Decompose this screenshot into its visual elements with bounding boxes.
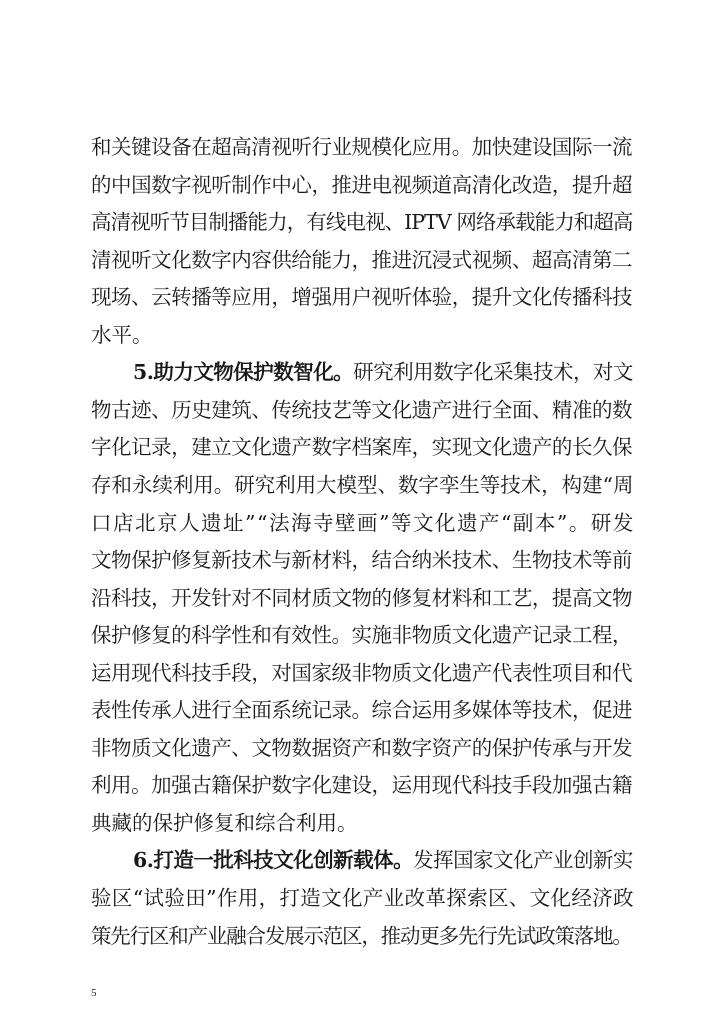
section-5-first-line-text: 研究利用数字化采集技术，对文 <box>353 360 633 385</box>
body-text-line: 验区“试验田”作用，打造文化产业改革探索区、文化经济政 <box>91 886 634 910</box>
body-text-line: 文物保护修复新技术与新材料，结合纳米技术、生物技术等前 <box>91 548 633 572</box>
body-text-line: 保护修复的科学性和有效性。实施非物质文化遗产记录工程， <box>91 623 633 648</box>
body-text-line: 水平。 <box>91 322 153 347</box>
body-text-line: 存和永续利用。研究利用大模型、数字孪生等技术，构建“周 <box>91 472 634 497</box>
body-text-line: 沿科技，开发针对不同材质文物的修复材料和工艺，提高文物 <box>91 585 633 610</box>
page-number: 5 <box>91 987 97 999</box>
body-text-line: 表性传承人进行全面系统记录。综合运用多媒体等技术，促进 <box>91 698 633 723</box>
body-text-line: 物古迹、历史建筑、传统技艺等文化遗产进行全面、精准的数 <box>91 397 633 422</box>
body-text-line: 清视听文化数字内容供给能力，推进沉浸式视频、超高清第二 <box>91 247 633 272</box>
body-text-line: 运用现代科技手段，对国家级非物质文化遗产代表性项目和代 <box>91 660 633 685</box>
section-5-first-line <box>133 357 633 387</box>
body-text-line: 策先行区和产业融合发展示范区，推动更多先行先试政策落地。 <box>91 923 632 948</box>
section-6-first-line <box>133 845 633 875</box>
body-text-line: 非物质文化遗产、文物数据资产和数字资产的保护传承与开发 <box>91 735 633 760</box>
body-text-line: 和关键设备在超高清视听行业规模化应用。加快建设国际一流 <box>91 135 633 159</box>
body-text-line: 高清视听节目制播能力，有线电视、IPTV 网络承载能力和超高 <box>91 210 633 235</box>
body-text-line: 现场、云转播等应用，增强用户视听体验，提升文化传播科技 <box>91 285 633 310</box>
body-text-line: 字化记录，建立文化遗产数字档案库，实现文化遗产的长久保 <box>91 435 633 460</box>
section-5-heading: 5.助力文物保护数智化。 <box>133 360 354 385</box>
section-6-first-line-text: 发挥国家文化产业创新实 <box>413 848 633 873</box>
body-text-line: 典藏的保护修复和综合利用。 <box>91 810 358 835</box>
section-6-heading: 6.打造一批科技文化创新载体。 <box>133 848 414 873</box>
body-text-line: 的中国数字视听制作中心，推进电视频道高清化改造，提升超 <box>91 172 633 197</box>
body-text-line: 利用。加强古籍保护数字化建设，运用现代科技手段加强古籍 <box>91 773 633 798</box>
body-text-line: 口店北京人遗址”“法海寺壁画”等文化遗产“副本”。研发 <box>91 510 635 535</box>
